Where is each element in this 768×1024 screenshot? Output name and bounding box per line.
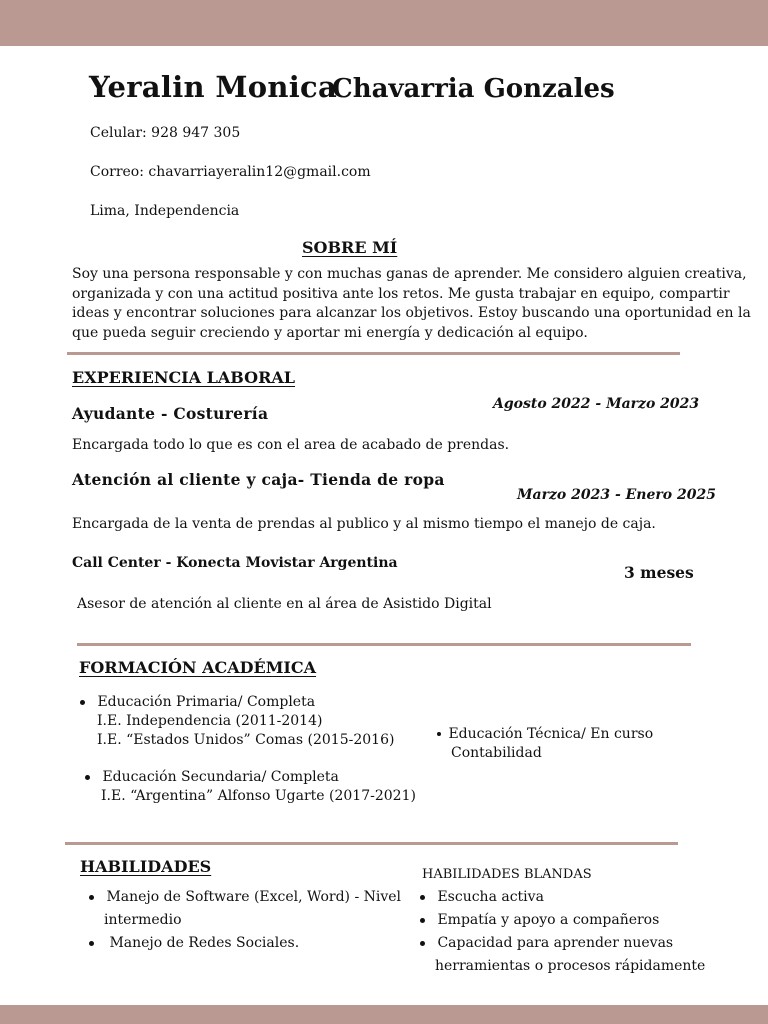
soft-skill-item: Escucha activa bbox=[420, 889, 544, 905]
hard-skill-item: Manejo de Redes Sociales. bbox=[89, 935, 299, 951]
section-divider bbox=[67, 352, 680, 355]
education-secondary bbox=[85, 769, 339, 785]
job-dates: Agosto 2022 - Marzo 2023 bbox=[493, 396, 700, 412]
job-dates: 3 meses bbox=[624, 563, 694, 582]
experience-heading: EXPERIENCIA LABORAL bbox=[72, 368, 296, 387]
about-paragraph bbox=[72, 265, 751, 343]
about-line: organizada y con una actitud positiva ante los retos. Me gusta trabajar en equipo, compartir bbox=[72, 285, 730, 302]
job-title: Atención al cliente y caja- Tienda de ropa bbox=[72, 470, 445, 489]
job-description: Encargada todo lo que es con el area de acabado de prendas. bbox=[72, 437, 510, 453]
school-line: I.E. “Estados Unidos” Comas (2015-2016) bbox=[97, 732, 395, 748]
job-dates: Marzo 2023 - Enero 2025 bbox=[517, 487, 716, 503]
bottom-decorative-band bbox=[0, 1005, 768, 1024]
about-line: que pueda seguir creciendo y aportar mi energía y dedicación al equipo. bbox=[72, 324, 588, 341]
last-name: Chavarria Gonzales bbox=[332, 74, 615, 104]
job-title: Ayudante - Costurería bbox=[72, 404, 269, 423]
skills-heading: HABILIDADES bbox=[80, 857, 212, 876]
bullet-icon bbox=[420, 918, 425, 923]
email: Correo: chavarriayeralin12@gmail.com bbox=[90, 164, 371, 180]
section-divider bbox=[65, 842, 678, 845]
about-line: Soy una persona responsable y con muchas ganas de aprender. Me considero alguien creativa, bbox=[72, 266, 747, 282]
education-label: Educación Secundaria/ Completa bbox=[102, 769, 339, 785]
top-decorative-band bbox=[0, 0, 768, 46]
hard-skill-continuation: intermedio bbox=[104, 912, 182, 928]
phone: Celular: 928 947 305 bbox=[90, 125, 241, 141]
bullet-icon bbox=[420, 941, 425, 946]
job-description: Asesor de atención al cliente en al área de Asistido Digital bbox=[77, 596, 492, 612]
bullet-icon bbox=[437, 732, 441, 736]
bullet-icon bbox=[89, 941, 94, 946]
bullet-icon bbox=[85, 775, 90, 780]
section-divider bbox=[77, 643, 691, 646]
location: Lima, Independencia bbox=[90, 203, 240, 219]
about-heading: SOBRE MÍ bbox=[302, 238, 398, 257]
first-name: Yeralin Monica bbox=[89, 70, 338, 104]
hard-skill-item: Manejo de Software (Excel, Word) - Nivel bbox=[89, 889, 401, 905]
job-description: Encargada de la venta de prendas al publico y al mismo tiempo el manejo de caja. bbox=[72, 516, 656, 532]
soft-skills-heading: HABILIDADES BLANDAS bbox=[422, 867, 592, 882]
bullet-icon bbox=[420, 895, 425, 900]
school-line: I.E. “Argentina” Alfonso Ugarte (2017-2021) bbox=[101, 788, 416, 804]
job-title: Call Center - Konecta Movistar Argentina bbox=[72, 555, 398, 571]
soft-skill-item: Empatía y apoyo a compañeros bbox=[420, 912, 659, 928]
soft-skill-item: Capacidad para aprender nuevas bbox=[420, 935, 673, 951]
technical-detail: Contabilidad bbox=[451, 745, 542, 761]
education-technical bbox=[437, 726, 653, 742]
bullet-icon bbox=[80, 700, 85, 705]
soft-skill-continuation: herramientas o procesos rápidamente bbox=[435, 958, 706, 974]
education-primary bbox=[80, 694, 315, 710]
education-label: Educación Técnica/ En curso bbox=[448, 726, 654, 742]
school-line: I.E. Independencia (2011-2014) bbox=[97, 713, 323, 729]
about-line: ideas y encontrar soluciones para alcanzar los objetivos. Estoy buscando una oportunidad en la bbox=[72, 305, 751, 321]
bullet-icon bbox=[89, 895, 94, 900]
education-label: Educación Primaria/ Completa bbox=[97, 694, 316, 710]
education-heading: FORMACIÓN ACADÉMICA bbox=[79, 658, 317, 677]
